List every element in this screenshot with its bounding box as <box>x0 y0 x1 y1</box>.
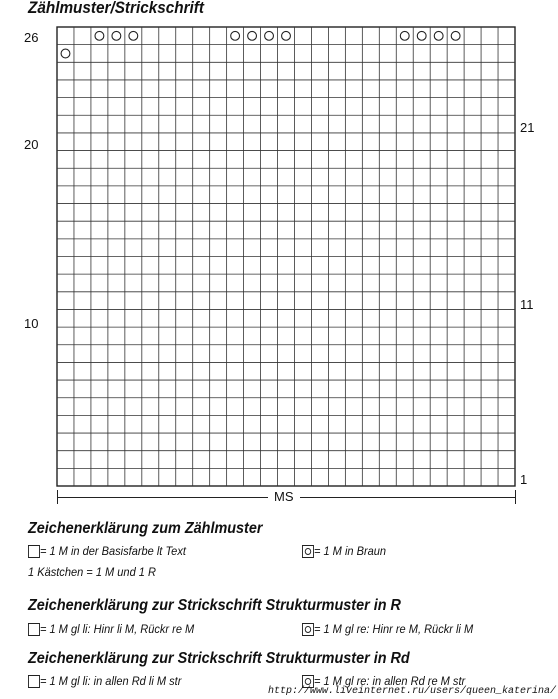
row-label-right-11: 11 <box>520 297 534 312</box>
empty-box-icon <box>28 545 40 558</box>
legend-count-base-text: = 1 M in der Basisfarbe lt Text <box>39 544 186 558</box>
legend-rd-purl <box>28 674 181 688</box>
watermark: http://www.liveinternet.ru/users/queen_katerina/ <box>268 686 557 697</box>
row-label-right-21: 21 <box>520 120 535 135</box>
legend-r-purl <box>28 622 194 636</box>
legend-rd-purl-text: = 1 M gl li: in allen Rd li M str <box>39 674 182 688</box>
empty-box-icon <box>28 675 40 688</box>
legend-box-note: 1 Kästchen = 1 M und 1 R <box>28 565 156 579</box>
legend-r-knit <box>302 622 473 636</box>
legend-r-knit-text: = 1 M gl re: Hinr re M, Rückr li M <box>313 622 474 636</box>
legend-count-title: Zeichenerklärung zum Zählmuster <box>28 520 263 537</box>
row-label-left-20: 20 <box>24 137 39 152</box>
legend-r-title: Zeichenerklärung zur Strickschrift Strukturmuster in R <box>28 597 401 614</box>
circle-box-icon <box>302 623 314 636</box>
legend-rd-title: Zeichenerklärung zur Strickschrift Strukturmuster in Rd <box>28 650 410 667</box>
legend-rd-knit-text: = 1 M gl re: in allen Rd re M str <box>313 674 466 688</box>
row-label-left-26: 26 <box>24 30 39 45</box>
empty-box-icon <box>28 623 40 636</box>
circle-box-icon <box>302 545 314 558</box>
page-title: Zählmuster/Strickschrift <box>28 0 205 17</box>
legend-count-brown <box>302 544 386 558</box>
row-label-right-1: 1 <box>520 472 528 487</box>
repeat-label: MS <box>268 489 300 504</box>
legend-count-brown-text: = 1 M in Braun <box>313 544 387 558</box>
row-label-left-10: 10 <box>24 316 39 331</box>
legend-count-base <box>28 544 186 558</box>
legend-r-purl-text: = 1 M gl li: Hinr li M, Rückr re M <box>39 622 195 636</box>
